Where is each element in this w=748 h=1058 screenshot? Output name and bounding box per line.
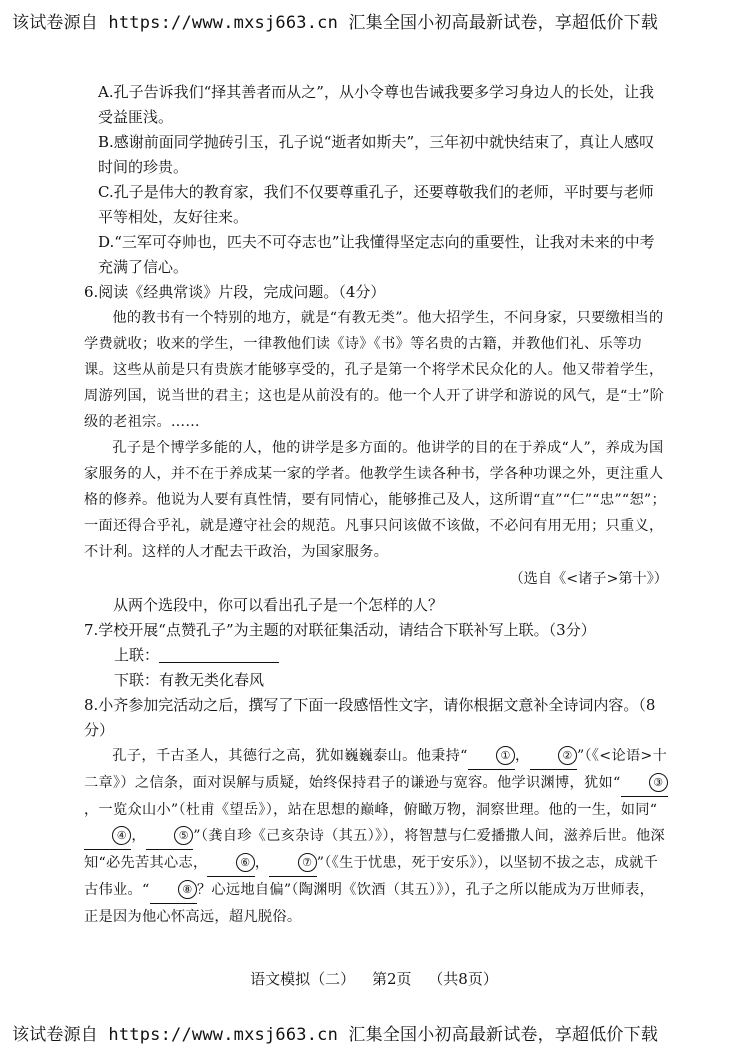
source-banner-bottom: 该试卷源自 https://www.mxsj663.cn 汇集全国小初高最新试卷，享超低价下载 — [12, 1025, 659, 1045]
question-6-title: 6.阅读《经典常谈》片段，完成问题。（4分） — [84, 283, 386, 301]
question-8-title: 8.小齐参加完活动之后，撰写了下面一段感悟性文字，请你根据文意补全诗词内容。（8分） — [84, 696, 656, 739]
couplet-upper-label: 上联： — [114, 646, 160, 664]
page-content — [84, 80, 668, 930]
blank-4[interactable]: ④ — [84, 823, 131, 850]
question-6-prompt: 从两个选段中，你可以看出孔子是一个怎样的人？ — [113, 596, 444, 614]
couplet-upper-blank[interactable] — [159, 646, 279, 663]
blank-8[interactable]: ⑧ — [150, 877, 197, 904]
couplet-upper — [84, 643, 668, 668]
question-8-passage: 孔子，千古圣人，其德行之高，犹如巍巍泰山。他秉持“ ① ， ② ”（《<论语>十二章》）之信条，面对误解与质疑，始终保持君子的谦逊与宽容。他学识渊博，犹如“ ③，一览众山小”（杜甫《望岳》），站在思想的巅峰，俯瞰万物，洞察世理。他的一生，如同“④ ， ⑤ ”（龚自珍《己亥杂诗（其五）》），将智慧与仁爱播撒人间，滋养后世。他深知“必先苦其心志， ⑥ ， ⑦ ”（《生于忧患，死于安乐》），以坚韧不拔之志，成就千古伟业。“ ⑧ ？心远地自偏”（陶渊明《饮酒（其五）》），孔子之所以能成为万世师表，正是因为他心怀高远，超凡脱俗。 — [84, 743, 668, 930]
blank-7[interactable]: ⑦ — [269, 850, 316, 877]
blank-3[interactable]: ③ — [621, 770, 668, 797]
blank-1[interactable]: ① — [468, 743, 515, 770]
passage-paragraph-1: 他的教书有一个特别的地方，就是“有教无类”。他大招学生，不问身家，只要缴相当的学费就收；收来的学生，一律教他们读《诗》《书》等名贵的古籍，并教他们礼、乐等功课。这些从前是只有贵族才能够享受的，孔子是第一个将学术民众化的人。他又带着学生，周游列国，说当世的君主；这也是从前没有的。他一个人开了讲学和游说的风气，是“士”阶级的老祖宗。…… — [84, 310, 665, 430]
option-c: C.孔子是伟大的教育家，我们不仅要尊重孔子，还要尊敬我们的老师，平时要与老师平等相处，友好往来。 — [98, 183, 654, 226]
option-b: B.感谢前面同学抛砖引玉，孔子说“逝者如斯夫”，三年初中就快结束了，真让人感叹时间的珍贵。 — [98, 133, 655, 176]
footer-page: 第2页 — [371, 970, 412, 988]
option-d: D.“三军可夺帅也，匹夫不可夺志也”让我懂得坚定志向的重要性，让我对未来的中考充满了信心。 — [98, 233, 655, 276]
passage-source: （选自《<诸子>第十》） — [509, 571, 668, 587]
passage-paragraph-2: 孔子是个博学多能的人，他的讲学是多方面的。他讲学的目的在于养成“人”，养成为国家服务的人，并不在于养成某一家的学者。他教学生读各种书，学各种功课之外，更注重人格的修养。他说为人要有真性情，要有同情心，能够推己及人，这所谓“直”“仁”“忠”“恕”；一面还得合乎礼，就是遵守社会的规范。凡事只问该做不该做，不必问有用无用；只重义，不计利。这样的人才配去干政治，为国家服务。 — [84, 440, 666, 560]
footer-total: （共8页） — [428, 970, 498, 988]
footer-subject: 语文模拟（二） — [250, 970, 356, 988]
source-banner-top: 该试卷源自 https://www.mxsj663.cn 汇集全国小初高最新试卷，享超低价下载 — [12, 13, 659, 33]
option-a: A.孔子告诉我们“择其善者而从之”，从小令尊也告诫我要多学习身边人的长处，让我受益匪浅。 — [98, 83, 654, 126]
blank-5[interactable]: ⑤ — [146, 823, 193, 850]
question-7-title: 7.学校开展“点赞孔子”为主题的对联征集活动，请结合下联补写上联。（3分） — [84, 621, 596, 639]
couplet-lower: 下联：有教无类化春风 — [114, 671, 265, 689]
blank-6[interactable]: ⑥ — [207, 850, 254, 877]
blank-2[interactable]: ② — [530, 743, 577, 770]
page-footer — [0, 968, 748, 989]
